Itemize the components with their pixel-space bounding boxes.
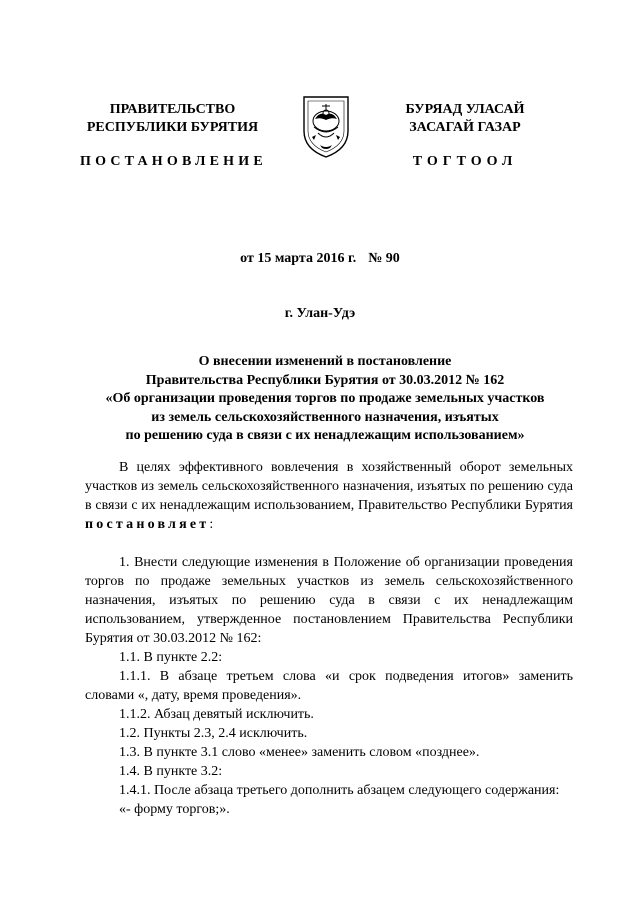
date-line [0, 251, 640, 267]
title-line: Правительства Республики Бурятия от 30.03.2012 № 162 [145, 372, 505, 388]
document-title [70, 353, 580, 446]
list-item: 1.4.1. После абзаца третьего дополнить абзацем следующего содержания: [119, 783, 560, 798]
header-left-line1: ПРАВИТЕЛЬСТВО [109, 102, 236, 117]
preamble-paragraph [85, 458, 573, 534]
header-right-line2: ЗАСАГАЙ ГАЗАР [409, 120, 521, 135]
list-item: 1.1.1. В абзаце третьем слова «и срок подведения итогов» заменить словами «, дату, время проведения». [85, 669, 573, 703]
decree-word: постановляет [85, 517, 210, 532]
title-line: по решению суда в связи с их ненадлежащим использованием» [125, 428, 525, 443]
document-number: № 90 [368, 251, 400, 266]
list-item: 1.4. В пункте 3.2: [119, 764, 223, 779]
title-line: О внесении изменений в постановление [198, 354, 452, 369]
list-item: 1.1.2. Абзац девятый исключить. [119, 707, 314, 722]
header-left-doc-kind: ПОСТАНОВЛЕНИЕ [80, 154, 267, 169]
header-right-doc-kind: ТОГТООЛ [412, 154, 518, 169]
preamble-suffix: : [209, 517, 214, 532]
list-item: 1.2. Пункты 2.3, 2.4 исключить. [119, 726, 308, 741]
header-left [80, 101, 265, 171]
list-item: 1. Внести следующие изменения в Положение об организации проведения торгов по продаже земельных участков из земель сельскохозяйственного назначения, изъятых по решению суда в связи с их ненадлежащим использованием, утвержденное постановлением Правительства Республики Бурятия от 30.03.2012 № 162: [85, 555, 573, 646]
list-item: 1.1. В пункте 2.2: [119, 650, 223, 665]
document-date: от 15 марта 2016 г. [240, 251, 357, 266]
preamble-text: В целях эффективного вовлечения в хозяйственный оборот земельных участков из земель сельскохозяйственного назначения, изъятых по решению суда в связи с их ненадлежащим использованием, Правительство Республики Бурятия [85, 460, 573, 513]
header-right-line1: БУРЯАД УЛАСАЙ [405, 102, 525, 117]
list-item: 1.3. В пункте 3.1 слово «менее» заменить словом «позднее». [119, 745, 480, 760]
title-line: из земель сельскохозяйственного назначения, изъятых [151, 409, 499, 425]
document-body [85, 458, 573, 819]
document-city: г. Улан-Удэ [284, 306, 356, 321]
title-line: «Об организации проведения торгов по продаже земельных участков [105, 391, 545, 406]
header-right [375, 101, 555, 171]
header-left-line2: РЕСПУБЛИКИ БУРЯТИЯ [86, 120, 259, 135]
coat-of-arms-icon [300, 91, 352, 159]
list-item: «- форму торгов;». [119, 802, 230, 817]
